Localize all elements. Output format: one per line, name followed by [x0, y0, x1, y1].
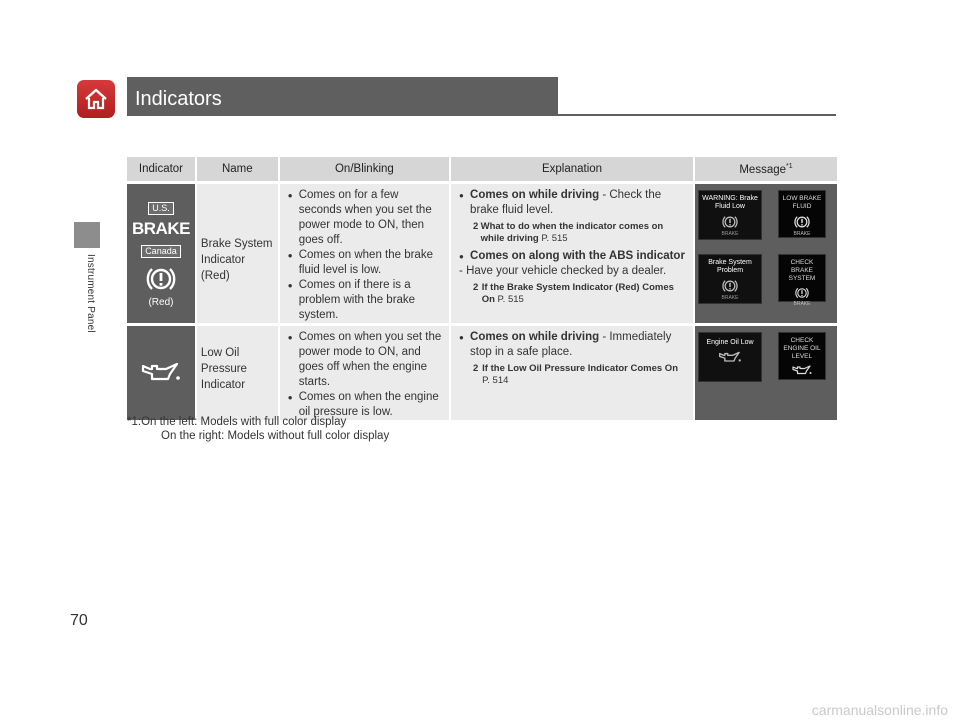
list-item: ● Comes on while driving - Check the brake fluid level.	[459, 188, 687, 218]
oil-can-icon	[791, 364, 813, 376]
message-cell	[695, 181, 837, 323]
explanation-text: - Have your vehicle checked by a dealer.	[459, 265, 667, 277]
list-item: ● Comes on along with the ABS indicator	[459, 249, 687, 264]
region-badge-canada: Canada	[141, 245, 181, 258]
header-message: Message$^{*1}$	[695, 157, 837, 181]
footnote-line: *1:On the left: Models with full color display	[127, 416, 347, 428]
home-icon[interactable]	[77, 80, 115, 118]
list-item: ● Comes on when you set the power mode to ON, and goes off when the engine starts.	[288, 330, 443, 390]
table-header-row	[127, 157, 837, 181]
title-underline	[127, 114, 836, 116]
list-item: ● Comes on if there is a problem with the brake system.	[288, 278, 443, 323]
table-row	[127, 181, 837, 323]
list-item: ● Comes on when the brake fluid level is low.	[288, 248, 443, 278]
page-reference-link[interactable]: 2 If the Brake System Indicator (Red) Comes On P. 515	[473, 282, 674, 305]
page-reference-link[interactable]: 2 If the Low Oil Pressure Indicator Comes On P. 514	[473, 363, 679, 386]
brake-warning-icon	[146, 264, 176, 294]
message-display: Brake System Problem BRAKE	[698, 254, 762, 304]
message-display: LOW BRAKE FLUID BRAKE	[778, 190, 826, 238]
brake-warning-icon	[722, 278, 738, 294]
message-display: Engine Oil Low	[698, 332, 762, 382]
reference-arrow-icon: 2	[473, 282, 479, 293]
message-display: WARNING: Brake Fluid Low BRAKE	[698, 190, 762, 240]
region-badge-us: U.S.	[148, 202, 174, 215]
color-note: (Red)	[148, 296, 174, 308]
page-number: 70	[70, 612, 88, 629]
brake-warning-icon	[794, 214, 810, 230]
footnote-mark: *1	[786, 162, 793, 170]
list-item: ● Comes on for a few seconds when you set the power mode to ON, then goes off.	[288, 188, 443, 248]
brake-text-symbol: BRAKE	[131, 218, 190, 238]
brake-warning-icon	[795, 286, 809, 300]
chapter-tab	[74, 222, 100, 248]
on-blinking-cell	[280, 323, 451, 420]
message-display: CHECK ENGINE OIL LEVEL	[778, 332, 826, 380]
brake-warning-icon	[722, 214, 738, 230]
page-reference-link[interactable]: 2 What to do when the indicator comes on while driving P. 515	[473, 221, 664, 244]
footnote	[127, 415, 389, 443]
explanation-cell	[451, 323, 695, 420]
oil-can-icon	[140, 360, 182, 384]
reference-arrow-icon: 2	[473, 363, 479, 374]
indicator-name: Low Oil Pressure Indicator	[197, 323, 280, 420]
table-row	[127, 323, 837, 420]
on-blinking-cell	[280, 181, 451, 323]
explanation-cell	[451, 181, 695, 323]
page-title: Indicators	[127, 77, 558, 114]
list-item: ● Comes on while driving - Immediately stop in a safe place.	[459, 330, 687, 360]
message-display: CHECK BRAKE SYSTEM BRAKE	[778, 254, 826, 302]
reference-arrow-icon: 2	[473, 221, 479, 232]
indicators-table	[127, 157, 837, 420]
watermark: carmanualsonline.info	[811, 702, 948, 718]
indicator-cell	[127, 181, 197, 323]
chapter-label: Instrument Panel	[85, 254, 96, 333]
header-name: Name	[197, 157, 280, 181]
header-indicator: Indicator	[127, 157, 197, 181]
header-on-blinking: On/Blinking	[280, 157, 451, 181]
header-explanation: Explanation	[451, 157, 695, 181]
indicator-name: Brake System Indicator (Red)	[197, 181, 280, 323]
footnote-line: On the right: Models without full color display	[161, 430, 390, 442]
list-item: ● Comes on when the engine oil pressure is low.	[288, 390, 443, 420]
message-cell	[695, 323, 837, 420]
oil-can-icon	[718, 350, 742, 364]
indicator-cell	[127, 323, 197, 420]
